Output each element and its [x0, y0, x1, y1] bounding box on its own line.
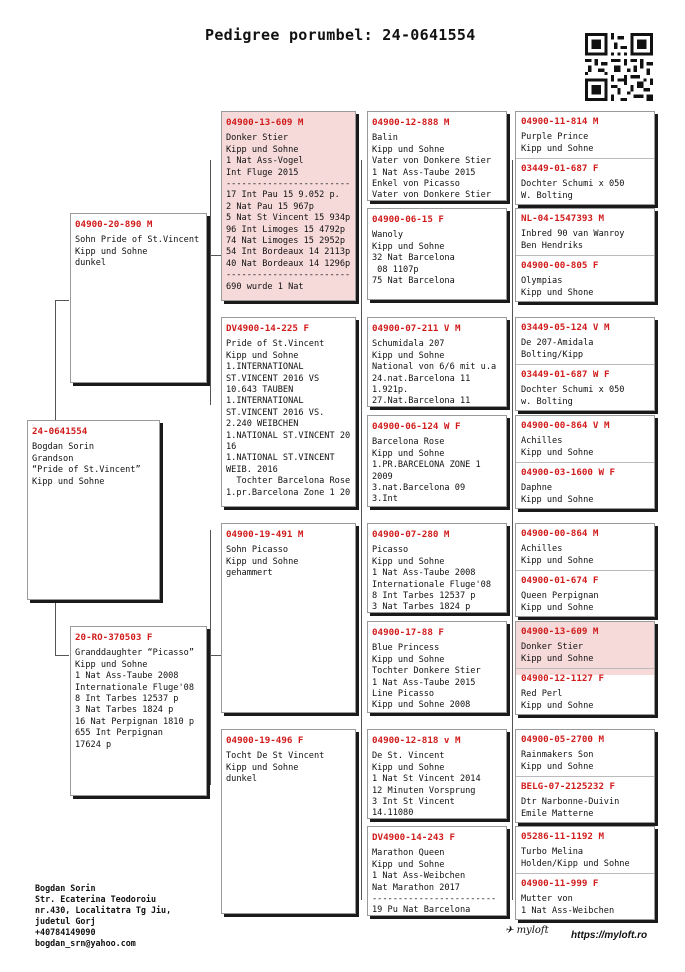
card-line: Kipp und Sohne — [372, 654, 445, 665]
ring-number: 04900-06-15 F — [372, 214, 444, 225]
card-line: Dochter Schumi x 050 — [521, 179, 625, 190]
ancestor-pair-card[interactable] — [515, 826, 655, 920]
ancestor-pair-card[interactable] — [515, 415, 655, 509]
card-line: Line Picasso — [372, 689, 435, 700]
card-line: Donker Stier — [226, 133, 289, 144]
ancestor-entry[interactable] — [516, 669, 654, 715]
ancestor-entry[interactable] — [516, 777, 654, 823]
card-line: dunkel — [226, 774, 258, 785]
connector-line — [208, 255, 221, 256]
ring-number: 04900-11-814 M — [521, 116, 599, 127]
card-line: 74 Nat Limoges 15 2952p — [226, 236, 345, 247]
grandparent-card[interactable] — [221, 729, 356, 914]
card-line: 1 Nat Ass-Taube 2008 — [372, 568, 476, 579]
card-line: Tocht De St Vincent — [226, 751, 325, 762]
owner-contact — [35, 883, 171, 949]
ring-number: DV4900-14-243 F — [372, 832, 455, 843]
owner-line: Bogdan Sorin — [35, 883, 96, 893]
card-line: Wanoly — [372, 230, 404, 241]
card-line: Internationale Fluge'08 — [372, 579, 491, 590]
card-line: 1 Nat Ass-Weibchen — [372, 871, 466, 882]
ancestor-pair-card[interactable] — [515, 523, 655, 617]
card-line: Dochter Schumi x 050 — [521, 385, 625, 396]
card-line: 1.NATIONAL ST.VINCENT 20 — [226, 430, 351, 441]
brand-name: myloft — [516, 925, 549, 936]
card-line: 1.NATIONAL ST.VINCENT — [226, 453, 335, 464]
page-title: Pedigree porumbel: 24-0641554 — [205, 26, 476, 44]
card-line: Kipp und Sohne — [521, 761, 594, 772]
card-line: Kipp und Sohne — [521, 653, 594, 664]
card-line: 14.11080 — [372, 808, 414, 819]
card-line: 17 Int Pau 15 9.052 p. — [226, 190, 340, 201]
ring-number: BELG-07-2125232 F — [521, 781, 616, 792]
owner-line: judetul Gorj — [35, 916, 96, 926]
card-line: Rainmakers Son — [521, 750, 594, 761]
ancestor-pair-card[interactable] — [515, 729, 655, 823]
card-line: Picasso — [372, 545, 409, 556]
card-line: Kipp und Sohne — [226, 556, 299, 567]
brand-url[interactable]: https://myloft.ro — [571, 930, 648, 941]
card-line: 27.Nat.Barcelona 11 — [372, 396, 471, 407]
great-grandparent-card[interactable] — [367, 317, 507, 407]
card-line: Kipp und Sohne — [372, 448, 445, 459]
card-line: Grandson — [32, 453, 74, 464]
card-line: Balin — [372, 133, 398, 144]
card-line: Red Perl — [521, 689, 563, 700]
card-line: Kipp und Sohne — [226, 144, 299, 155]
card-line: w. Bolting — [521, 396, 573, 407]
card-line: Nat Marathon 2017 — [372, 882, 460, 893]
ring-number: 04900-00-805 F — [521, 260, 599, 271]
connector-line — [208, 655, 221, 656]
ancestor-entry[interactable] — [516, 256, 654, 302]
card-line: Kipp und Sohne — [372, 144, 445, 155]
ring-number: 03449-05-124 V M — [521, 322, 610, 333]
card-line: 96 Int Limoges 15 4792p — [226, 224, 345, 235]
card-line: 1 Nat Ass-Taube 2015 — [372, 677, 476, 688]
card-line: Mutter von — [521, 894, 573, 905]
card-line: 17624 p — [75, 739, 112, 750]
ancestor-entry[interactable] — [516, 571, 654, 617]
card-line: Tochter Barcelona Rose — [226, 476, 351, 487]
great-grandparent-card[interactable] — [367, 523, 507, 613]
ancestor-pair-card[interactable] — [515, 111, 655, 205]
card-line: Barcelona Rose — [372, 437, 445, 448]
connector-line — [512, 160, 513, 900]
card-line: Granddaughter “Picasso” — [75, 648, 194, 659]
card-line: Kipp und Sohne — [521, 143, 594, 154]
card-line: 08 1107p — [372, 264, 419, 275]
card-line: Kipp und Sohne 2008 — [372, 700, 471, 711]
ring-number: 04900-12-818 v M — [372, 735, 461, 746]
card-line: Kipp und Sohne — [521, 602, 594, 613]
card-line: Dtr Narbonne-Duivin — [521, 797, 620, 808]
card-line: 1.pr.Barcelona Zone 1 20 — [226, 487, 351, 498]
connector-line — [210, 160, 211, 405]
card-line: Donker Stier — [521, 642, 584, 653]
ancestor-entry[interactable] — [516, 463, 654, 509]
card-line: 24.nat.Barcelona 11 — [372, 373, 471, 384]
card-line: Bogdan Sorin — [32, 442, 95, 453]
card-line: Achilles — [521, 436, 563, 447]
ring-number: 04900-19-496 F — [226, 735, 304, 746]
ring-number: 04900-06-124 W F — [372, 421, 461, 432]
ancestor-entry[interactable] — [516, 159, 654, 205]
ring-number: 03449-01-687 F — [521, 163, 599, 174]
card-line: Turbo Melina — [521, 847, 584, 858]
card-line: Kipp und Sohne — [372, 762, 445, 773]
card-line: 19 Pu Nat Barcelona — [372, 905, 471, 916]
great-grandparent-card[interactable] — [367, 415, 507, 507]
card-line: Achilles — [521, 544, 563, 555]
card-line: Queen Perpignan — [521, 591, 599, 602]
ring-number: DV4900-14-225 F — [226, 323, 309, 334]
card-line: Kipp und Sohne — [32, 476, 105, 487]
ancestor-entry[interactable] — [516, 874, 654, 920]
great-grandparent-card[interactable] — [367, 208, 507, 300]
card-line: Kipp und Sohne — [521, 447, 594, 458]
card-line: 655 Int Perpignan — [75, 728, 163, 739]
ancestor-pair-card[interactable] — [515, 208, 655, 302]
card-line: Bolting/Kipp — [521, 349, 584, 360]
mother-card[interactable] — [70, 626, 207, 796]
card-line: W. Bolting — [521, 190, 573, 201]
myloft-logo — [505, 925, 549, 936]
card-line: 54 Int Bordeaux 14 2113p — [226, 247, 351, 258]
ring-number: 04900-00-864 M — [521, 528, 599, 539]
card-line: ------------------------ — [226, 179, 351, 190]
card-line: ST.VINCENT 2016 VS — [226, 373, 320, 384]
connector-line — [55, 300, 69, 301]
card-line: 40 Nat Bordeaux 14 1296p — [226, 258, 351, 269]
card-line: 3.Int — [372, 494, 398, 505]
card-line: 16 Nat Perpignan 1810 p — [75, 716, 194, 727]
owner-line: nr.430, Localitatra Tg Jiu, — [35, 905, 172, 915]
card-line: Kipp und Shone — [521, 287, 594, 298]
qr-code — [585, 33, 653, 101]
grandparent-card[interactable] — [221, 111, 356, 301]
ring-number: 05286-11-1192 M — [521, 831, 604, 842]
card-line: 3 Nat Tarbes 1824 p — [75, 705, 174, 716]
card-line: 75 Nat Barcelona — [372, 276, 455, 287]
card-line: Kipp und Sohne — [372, 350, 445, 361]
card-line: Ben Hendriks — [521, 240, 584, 251]
connector-line — [210, 530, 211, 785]
owner-line: Str. Ecaterina Teodoroiu — [35, 894, 157, 904]
great-grandparent-card[interactable] — [367, 729, 507, 819]
card-line: 1.PR.BARCELONA ZONE 1 — [372, 460, 481, 471]
ring-number: 24-0641554 — [32, 426, 88, 437]
card-line: 1.921p. — [372, 385, 409, 396]
card-line: “Pride of St.Vincent” — [32, 465, 141, 476]
great-grandparent-card[interactable] — [367, 621, 507, 713]
ring-number: 04900-17-88 F — [372, 627, 444, 638]
card-line: 1 Nat St Vincent 2014 — [372, 774, 481, 785]
card-line: Kipp und Sohne — [521, 494, 594, 505]
card-line: Kipp und Sohne — [75, 659, 148, 670]
card-line: Vater von Donkere Stier — [372, 190, 491, 201]
father-card[interactable] — [70, 213, 207, 383]
card-line: Inbred 90 van Wanroy — [521, 229, 625, 240]
ring-number: 04900-20-890 M — [75, 219, 153, 230]
ring-number: 04900-19-491 M — [226, 529, 304, 540]
ring-number: 04900-07-280 M — [372, 529, 450, 540]
card-line: Kipp und Sohne — [521, 555, 594, 566]
ring-number: 20-RO-370503 F — [75, 632, 153, 643]
card-line: 1.INTERNATIONAL — [226, 362, 304, 373]
ancestor-entry[interactable] — [516, 365, 654, 411]
card-line: Holden/Kipp und Sohne — [521, 858, 630, 869]
card-line: Tochter Donkere Stier — [372, 666, 481, 677]
card-line: 2009 — [372, 471, 393, 482]
bird-icon: ✈ — [505, 925, 514, 936]
card-line: Daphne — [521, 483, 553, 494]
card-line: Kipp und Sohne — [75, 246, 148, 257]
ring-number: 04900-07-211 V M — [372, 323, 461, 334]
card-line: Kipp und Sohne — [372, 556, 445, 567]
card-line: ------------------------ — [226, 270, 351, 281]
owner-line[interactable]: bogdan_srn@yahoo.com — [35, 938, 136, 948]
card-line: 1 Nat Ass-Taube 2008 — [75, 671, 179, 682]
card-line: Kipp und Sohne — [372, 859, 445, 870]
great-grandparent-card[interactable] — [367, 826, 507, 916]
card-line: De St. Vincent — [372, 751, 445, 762]
card-line: 12 Minuten Vorsprung — [372, 785, 476, 796]
card-line: Kipp und Sohne — [372, 241, 445, 252]
card-line: Schumidala 207 — [372, 339, 445, 350]
card-line: 8 Int Tarbes 12537 p — [75, 694, 179, 705]
card-line: Marathon Queen — [372, 848, 445, 859]
card-line: Pride of St.Vincent — [226, 339, 325, 350]
ring-number: 04900-11-999 F — [521, 878, 599, 889]
ring-number: 04900-05-2700 M — [521, 734, 604, 745]
card-line: Olympias — [521, 276, 563, 287]
card-line: Emile Matterne — [521, 808, 594, 819]
card-line: 10.643 TAUBEN — [226, 385, 294, 396]
card-line: Kipp und Sohne — [226, 350, 299, 361]
card-line: ------------------------ — [372, 894, 497, 905]
card-line: De 207-Amidala — [521, 338, 594, 349]
card-line: 16 — [226, 442, 237, 453]
ring-number: 03449-01-687 W F — [521, 369, 610, 380]
grandparent-card[interactable] — [221, 317, 356, 507]
ring-number: 04900-03-1600 W F — [521, 467, 616, 478]
card-line: 8 Int Tarbes 12537 p — [372, 591, 476, 602]
card-line: Kipp und Sohne — [521, 700, 594, 711]
ring-number: NL-04-1547393 M — [521, 213, 604, 224]
card-line: 3.nat.Barcelona 09 — [372, 483, 466, 494]
card-line: ST.VINCENT 2016 VS. — [226, 407, 325, 418]
card-line: Int Fluge 2015 — [226, 167, 299, 178]
card-line: Enkel von Picasso — [372, 179, 460, 190]
ring-number: 04900-12-1127 F — [521, 673, 604, 684]
card-line: Kipp und Sohne — [226, 762, 299, 773]
connector-line — [361, 160, 362, 900]
card-line: Blue Princess — [372, 643, 440, 654]
ancestor-pair-card[interactable] — [515, 317, 655, 411]
card-line: National von 6/6 mit u.a — [372, 362, 497, 373]
card-line: 5 Nat St Vincent 15 934p — [226, 213, 351, 224]
card-line: Internationale Fluge'08 — [75, 682, 194, 693]
card-line: 1 Nat Ass-Taube 2015 — [372, 167, 476, 178]
card-line: dunkel — [75, 258, 107, 269]
card-line: WEIB. 2016 — [226, 464, 278, 475]
card-line: 1 Nat Ass-Weibchen — [521, 905, 615, 916]
grandparent-card[interactable] — [221, 523, 356, 713]
ring-number: 04900-13-609 M — [226, 117, 304, 128]
ancestor-pair-card[interactable] — [515, 621, 655, 715]
connector-line — [55, 655, 69, 656]
card-line: 690 wurde 1 Nat — [226, 281, 304, 292]
card-line: Sohn Picasso — [226, 545, 289, 556]
card-line: 3 Int St Vincent — [372, 797, 455, 808]
card-line: Sohn Pride of St.Vincent — [75, 235, 200, 246]
subject-card[interactable] — [27, 420, 160, 600]
ring-number: 04900-13-609 M — [521, 626, 599, 637]
card-line: 1.INTERNATIONAL — [226, 396, 304, 407]
great-grandparent-card[interactable] — [367, 111, 507, 201]
card-line: 2.240 WEIBCHEN — [226, 419, 299, 430]
ring-number: 04900-12-888 M — [372, 117, 450, 128]
ring-number: 04900-01-674 F — [521, 575, 599, 586]
card-line: Vater von Donkere Stier — [372, 156, 491, 167]
card-line: 32 Nat Barcelona — [372, 253, 455, 264]
card-line: gehammert — [226, 568, 273, 579]
owner-line: +40784149090 — [35, 927, 96, 937]
ring-number: 04900-00-864 V M — [521, 420, 610, 431]
card-line: Purple Prince — [521, 132, 589, 143]
card-line: 1 Nat Ass-Vogel — [226, 156, 304, 167]
card-line: 3 Nat Tarbes 1824 p — [372, 602, 471, 613]
card-line: 2 Nat Pau 15 967p — [226, 201, 314, 212]
